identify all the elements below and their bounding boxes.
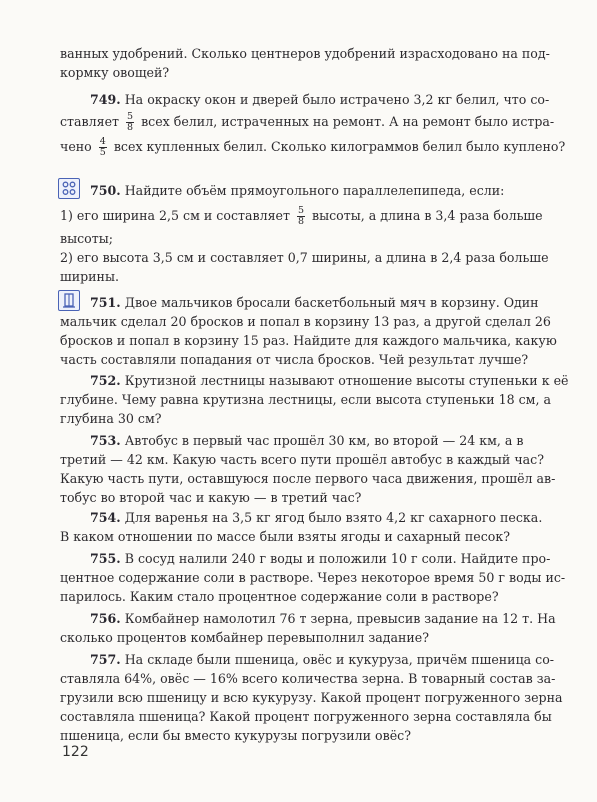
text-line: парилось. Каким стало процентное содержание соли в растворе? bbox=[60, 589, 499, 604]
problem-number: 751. bbox=[90, 295, 121, 310]
problem-number: 757. bbox=[90, 652, 121, 667]
text-line: пшеница, если бы вместо кукурузы погрузили овёс? bbox=[60, 728, 411, 743]
text-line: В каком отношении по массе были взяты ягоды и сахарный песок? bbox=[60, 529, 510, 544]
text-line: бросков и попал в корзину 15 раз. Найдите для каждого мальчика, какую bbox=[60, 333, 557, 348]
text-line: составляла пшеница? Какой процент погруженного зерна составляла бы bbox=[60, 709, 552, 724]
text-line: 1) его ширина 2,5 см и составляет $\frac{5}{8}$ высоты, а длина в 3,4 раза больше bbox=[60, 205, 543, 227]
text-line: центное содержание соли в растворе. Через некоторое время 50 г воды ис- bbox=[60, 570, 566, 585]
text-line: 752. Крутизной лестницы называют отношение высоты ступеньки к её bbox=[90, 373, 569, 388]
text-line: высоты; bbox=[60, 231, 113, 246]
problem-756 bbox=[60, 609, 568, 647]
problem-752 bbox=[60, 371, 568, 428]
text-line: 754. Для варенья на 3,5 кг ягод было взято 4,2 кг сахарного песка. bbox=[90, 510, 543, 525]
problem-750 bbox=[60, 181, 568, 200]
text-line: Какую часть пути, оставшуюся после первого часа движения, прошёл ав- bbox=[60, 471, 556, 486]
text-line: 749. На окраску окон и дверей было истрачено 3,2 кг белил, что со- bbox=[90, 92, 550, 107]
problem-755 bbox=[60, 549, 568, 606]
problem-number: 752. bbox=[90, 373, 121, 388]
problem-number: 749. bbox=[90, 92, 121, 107]
text-line: глубина 30 см? bbox=[60, 411, 162, 426]
text-line: сколько процентов комбайнер перевыполнил задание? bbox=[60, 630, 429, 645]
problem-750-items bbox=[60, 203, 568, 286]
problem-number: 753. bbox=[90, 433, 121, 448]
problem-757 bbox=[60, 650, 568, 745]
text-line: грузили всю пшеницу и всю кукурузу. Какой процент погруженного зерна bbox=[60, 690, 563, 705]
problem-751 bbox=[60, 293, 568, 369]
problem-number: 754. bbox=[90, 510, 121, 525]
problem-number: 756. bbox=[90, 611, 121, 626]
text-line: глубине. Чему равна крутизна лестницы, если высота ступеньки 18 см, а bbox=[60, 392, 551, 407]
text-line: 753. Автобус в первый час прошёл 30 км, во второй — 24 км, а в bbox=[90, 433, 524, 448]
text-line: 2) его высота 3,5 см и составляет 0,7 ширины, а длина в 2,4 раза больше bbox=[60, 250, 549, 265]
text-line: ставляет $\frac{5}{8}$ всех белил, истраченных на ремонт. А на ремонт было истра- bbox=[60, 111, 555, 133]
page-number: 122 bbox=[62, 744, 89, 760]
text-line: мальчик сделал 20 бросков и попал в корзину 13 раз, а другой сделал 26 bbox=[60, 314, 551, 329]
text-line: ставляла 64%, овёс — 16% всего количества зерна. В товарный состав за- bbox=[60, 671, 556, 686]
text-line: ванных удобрений. Сколько центнеров удобрений израсходовано на под- bbox=[60, 46, 550, 61]
problem-753 bbox=[60, 431, 568, 507]
fraction: $\frac{5}{8}$ bbox=[127, 111, 134, 133]
text-line: третий — 42 км. Какую часть всего пути прошёл автобус в каждый час? bbox=[60, 452, 544, 467]
problem-number: 750. bbox=[90, 183, 121, 198]
text-line: часть составляли попадания от числа бросков. Чей результат лучше? bbox=[60, 352, 529, 367]
text-line: 755. В сосуд налили 240 г воды и положили 10 г соли. Найдите про- bbox=[90, 551, 551, 566]
intro-paragraph bbox=[60, 44, 568, 82]
problem-754 bbox=[60, 508, 568, 546]
text-line: 756. Комбайнер намолотил 76 т зерна, превысив задание на 12 т. На bbox=[90, 611, 556, 626]
problem-749 bbox=[60, 90, 568, 159]
text-line: тобус во второй час и какую — в третий час? bbox=[60, 490, 362, 505]
text-line: 750. Найдите объём прямоугольного параллелепипеда, если: bbox=[90, 183, 505, 198]
text-line: ширины. bbox=[60, 269, 119, 284]
text-line: 757. На складе были пшеница, овёс и кукуруза, причём пшеница со- bbox=[90, 652, 555, 667]
fraction: $\frac{5}{8}$ bbox=[297, 205, 304, 227]
text-line: чено $\frac{4}{5}$ всех купленных белил. Сколько килограммов белил было куплено? bbox=[60, 136, 566, 158]
text-line: 751. Двое мальчиков бросали баскетбольный мяч в корзину. Один bbox=[90, 295, 539, 310]
fraction: $\frac{4}{5}$ bbox=[99, 136, 106, 158]
problem-number: 755. bbox=[90, 551, 121, 566]
text-line: кормку овощей? bbox=[60, 65, 170, 80]
